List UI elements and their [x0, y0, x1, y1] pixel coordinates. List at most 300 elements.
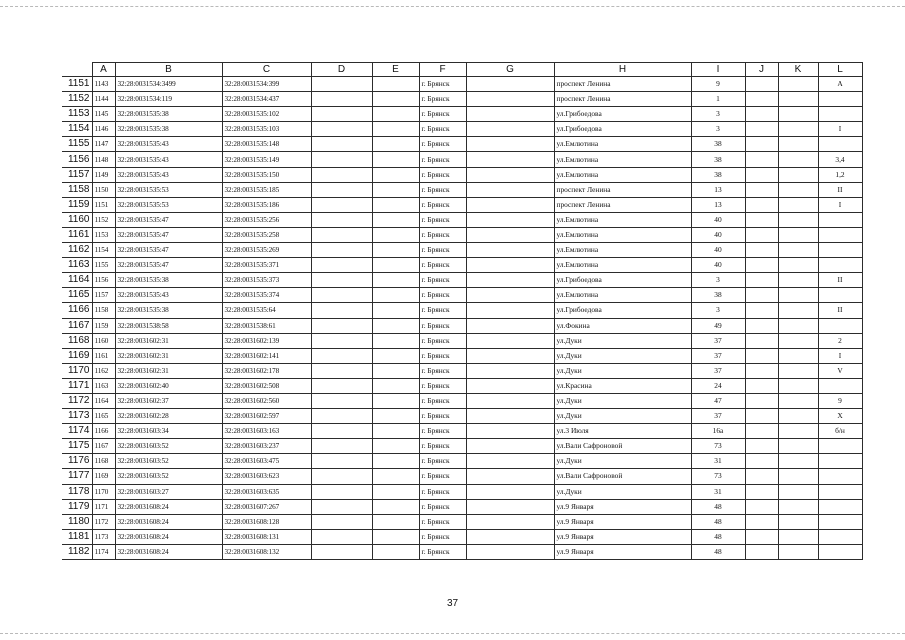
cell-h[interactable]: ул.Вали Сафроновой — [554, 469, 691, 484]
cell-l[interactable] — [818, 227, 862, 242]
cell-h[interactable]: ул.Дуки — [554, 348, 691, 363]
cell-d[interactable] — [311, 167, 372, 182]
row-number[interactable]: 1173 — [62, 409, 92, 424]
row-number[interactable]: 1170 — [62, 363, 92, 378]
cell-g[interactable] — [466, 544, 554, 559]
cell-c[interactable]: 32:28:0031608:131 — [222, 529, 311, 544]
cell-l[interactable]: II — [818, 303, 862, 318]
cell-k[interactable] — [778, 182, 818, 197]
cell-g[interactable] — [466, 137, 554, 152]
cell-k[interactable] — [778, 424, 818, 439]
cell-a[interactable]: 1166 — [92, 424, 115, 439]
cell-l[interactable]: 2 — [818, 333, 862, 348]
cell-b[interactable]: 32:28:0031534:3499 — [115, 77, 222, 92]
cell-e[interactable] — [372, 122, 419, 137]
cell-g[interactable] — [466, 288, 554, 303]
cell-e[interactable] — [372, 227, 419, 242]
cell-e[interactable] — [372, 529, 419, 544]
cell-g[interactable] — [466, 92, 554, 107]
cell-b[interactable]: 32:28:0031608:24 — [115, 514, 222, 529]
cell-a[interactable]: 1154 — [92, 243, 115, 258]
cell-e[interactable] — [372, 167, 419, 182]
cell-c[interactable]: 32:28:0031602:508 — [222, 378, 311, 393]
cell-d[interactable] — [311, 333, 372, 348]
cell-j[interactable] — [745, 107, 778, 122]
cell-h[interactable]: ул.3 Июля — [554, 424, 691, 439]
cell-b[interactable]: 32:28:0031603:34 — [115, 424, 222, 439]
cell-a[interactable]: 1174 — [92, 544, 115, 559]
cell-h[interactable]: ул.Дуки — [554, 333, 691, 348]
cell-a[interactable]: 1173 — [92, 529, 115, 544]
cell-a[interactable]: 1164 — [92, 393, 115, 408]
cell-e[interactable] — [372, 469, 419, 484]
cell-k[interactable] — [778, 514, 818, 529]
row-number[interactable]: 1153 — [62, 107, 92, 122]
cell-g[interactable] — [466, 197, 554, 212]
cell-f[interactable]: г. Брянск — [419, 378, 466, 393]
cell-c[interactable]: 32:28:0031534:437 — [222, 92, 311, 107]
cell-i[interactable]: 40 — [691, 227, 745, 242]
cell-k[interactable] — [778, 378, 818, 393]
cell-k[interactable] — [778, 227, 818, 242]
cell-f[interactable]: г. Брянск — [419, 348, 466, 363]
cell-d[interactable] — [311, 378, 372, 393]
cell-b[interactable]: 32:28:0031535:47 — [115, 258, 222, 273]
cell-g[interactable] — [466, 273, 554, 288]
cell-e[interactable] — [372, 212, 419, 227]
cell-i[interactable]: 48 — [691, 529, 745, 544]
cell-a[interactable]: 1165 — [92, 409, 115, 424]
cell-h[interactable]: ул.9 Января — [554, 529, 691, 544]
cell-d[interactable] — [311, 77, 372, 92]
cell-k[interactable] — [778, 197, 818, 212]
cell-j[interactable] — [745, 273, 778, 288]
cell-c[interactable]: 32:28:0031535:102 — [222, 107, 311, 122]
row-number[interactable]: 1172 — [62, 393, 92, 408]
cell-l[interactable] — [818, 243, 862, 258]
cell-a[interactable]: 1156 — [92, 273, 115, 288]
cell-g[interactable] — [466, 529, 554, 544]
cell-k[interactable] — [778, 122, 818, 137]
row-number[interactable]: 1151 — [62, 77, 92, 92]
cell-h[interactable]: ул.9 Января — [554, 514, 691, 529]
cell-g[interactable] — [466, 303, 554, 318]
cell-a[interactable]: 1148 — [92, 152, 115, 167]
cell-i[interactable]: 3 — [691, 303, 745, 318]
cell-f[interactable]: г. Брянск — [419, 424, 466, 439]
cell-b[interactable]: 32:28:0031535:38 — [115, 107, 222, 122]
cell-i[interactable]: 31 — [691, 484, 745, 499]
cell-j[interactable] — [745, 514, 778, 529]
cell-h[interactable]: ул.Дуки — [554, 484, 691, 499]
cell-b[interactable]: 32:28:0031535:43 — [115, 167, 222, 182]
cell-l[interactable]: I — [818, 348, 862, 363]
cell-k[interactable] — [778, 212, 818, 227]
cell-g[interactable] — [466, 152, 554, 167]
cell-c[interactable]: 32:28:0031535:103 — [222, 122, 311, 137]
cell-b[interactable]: 32:28:0031535:47 — [115, 243, 222, 258]
cell-b[interactable]: 32:28:0031602:28 — [115, 409, 222, 424]
cell-f[interactable]: г. Брянск — [419, 439, 466, 454]
row-number[interactable]: 1166 — [62, 303, 92, 318]
cell-k[interactable] — [778, 92, 818, 107]
cell-k[interactable] — [778, 107, 818, 122]
cell-d[interactable] — [311, 288, 372, 303]
cell-l[interactable] — [818, 137, 862, 152]
cell-j[interactable] — [745, 227, 778, 242]
cell-j[interactable] — [745, 167, 778, 182]
cell-c[interactable]: 32:28:0031535:150 — [222, 167, 311, 182]
cell-b[interactable]: 32:28:0031602:40 — [115, 378, 222, 393]
cell-l[interactable]: II — [818, 273, 862, 288]
row-number[interactable]: 1164 — [62, 273, 92, 288]
cell-k[interactable] — [778, 333, 818, 348]
row-number[interactable]: 1156 — [62, 152, 92, 167]
cell-k[interactable] — [778, 318, 818, 333]
cell-l[interactable] — [818, 484, 862, 499]
cell-i[interactable]: 37 — [691, 348, 745, 363]
cell-h[interactable]: ул.9 Января — [554, 499, 691, 514]
cell-k[interactable] — [778, 348, 818, 363]
row-number[interactable]: 1152 — [62, 92, 92, 107]
cell-h[interactable]: ул.Вали Сафроновой — [554, 439, 691, 454]
cell-j[interactable] — [745, 288, 778, 303]
cell-i[interactable]: 38 — [691, 152, 745, 167]
cell-f[interactable]: г. Брянск — [419, 514, 466, 529]
cell-j[interactable] — [745, 499, 778, 514]
cell-l[interactable] — [818, 469, 862, 484]
cell-h[interactable]: ул.Емлютина — [554, 167, 691, 182]
row-number[interactable]: 1163 — [62, 258, 92, 273]
cell-c[interactable]: 32:28:0031602:141 — [222, 348, 311, 363]
cell-i[interactable]: 3 — [691, 273, 745, 288]
cell-d[interactable] — [311, 439, 372, 454]
cell-j[interactable] — [745, 182, 778, 197]
row-number[interactable]: 1159 — [62, 197, 92, 212]
cell-g[interactable] — [466, 227, 554, 242]
cell-b[interactable]: 32:28:0031603:27 — [115, 484, 222, 499]
cell-j[interactable] — [745, 122, 778, 137]
cell-g[interactable] — [466, 439, 554, 454]
cell-a[interactable]: 1169 — [92, 469, 115, 484]
cell-j[interactable] — [745, 152, 778, 167]
cell-i[interactable]: 37 — [691, 333, 745, 348]
cell-d[interactable] — [311, 137, 372, 152]
cell-h[interactable]: ул.Емлютина — [554, 243, 691, 258]
cell-k[interactable] — [778, 454, 818, 469]
cell-d[interactable] — [311, 273, 372, 288]
cell-g[interactable] — [466, 499, 554, 514]
cell-h[interactable]: ул.Емлютина — [554, 227, 691, 242]
cell-g[interactable] — [466, 348, 554, 363]
cell-j[interactable] — [745, 348, 778, 363]
cell-h[interactable]: ул.Фокина — [554, 318, 691, 333]
cell-l[interactable]: 1,2 — [818, 167, 862, 182]
cell-d[interactable] — [311, 152, 372, 167]
cell-c[interactable]: 32:28:0031535:186 — [222, 197, 311, 212]
cell-f[interactable]: г. Брянск — [419, 544, 466, 559]
cell-j[interactable] — [745, 393, 778, 408]
cell-c[interactable]: 32:28:0031608:132 — [222, 544, 311, 559]
cell-l[interactable] — [818, 212, 862, 227]
cell-i[interactable]: 9 — [691, 77, 745, 92]
cell-c[interactable]: 32:28:0031535:148 — [222, 137, 311, 152]
row-number[interactable]: 1178 — [62, 484, 92, 499]
cell-b[interactable]: 32:28:0031602:31 — [115, 333, 222, 348]
cell-l[interactable] — [818, 378, 862, 393]
cell-f[interactable]: г. Брянск — [419, 77, 466, 92]
cell-i[interactable]: 40 — [691, 258, 745, 273]
cell-b[interactable]: 32:28:0031534:119 — [115, 92, 222, 107]
cell-i[interactable]: 48 — [691, 514, 745, 529]
cell-e[interactable] — [372, 454, 419, 469]
cell-h[interactable]: проспект Ленина — [554, 197, 691, 212]
cell-f[interactable]: г. Брянск — [419, 197, 466, 212]
cell-d[interactable] — [311, 424, 372, 439]
cell-c[interactable]: 32:28:0031602:560 — [222, 393, 311, 408]
cell-k[interactable] — [778, 273, 818, 288]
cell-i[interactable]: 49 — [691, 318, 745, 333]
cell-d[interactable] — [311, 469, 372, 484]
cell-l[interactable] — [818, 514, 862, 529]
cell-c[interactable]: 32:28:0031535:185 — [222, 182, 311, 197]
cell-e[interactable] — [372, 409, 419, 424]
cell-a[interactable]: 1153 — [92, 227, 115, 242]
cell-j[interactable] — [745, 137, 778, 152]
cell-c[interactable]: 32:28:0031603:635 — [222, 484, 311, 499]
row-number[interactable]: 1171 — [62, 378, 92, 393]
cell-f[interactable]: г. Брянск — [419, 409, 466, 424]
cell-l[interactable] — [818, 288, 862, 303]
row-number[interactable]: 1182 — [62, 544, 92, 559]
cell-l[interactable]: А — [818, 77, 862, 92]
cell-c[interactable]: 32:28:0031603:623 — [222, 469, 311, 484]
cell-c[interactable]: 32:28:0031534:399 — [222, 77, 311, 92]
row-number[interactable]: 1176 — [62, 454, 92, 469]
cell-d[interactable] — [311, 499, 372, 514]
cell-f[interactable]: г. Брянск — [419, 454, 466, 469]
cell-i[interactable]: 38 — [691, 167, 745, 182]
cell-k[interactable] — [778, 77, 818, 92]
cell-d[interactable] — [311, 227, 372, 242]
cell-l[interactable] — [818, 439, 862, 454]
row-number[interactable]: 1160 — [62, 212, 92, 227]
cell-g[interactable] — [466, 318, 554, 333]
cell-g[interactable] — [466, 454, 554, 469]
cell-k[interactable] — [778, 499, 818, 514]
cell-f[interactable]: г. Брянск — [419, 212, 466, 227]
cell-d[interactable] — [311, 92, 372, 107]
cell-c[interactable]: 32:28:0031535:64 — [222, 303, 311, 318]
cell-b[interactable]: 32:28:0031608:24 — [115, 544, 222, 559]
row-number[interactable]: 1169 — [62, 348, 92, 363]
cell-j[interactable] — [745, 544, 778, 559]
row-number[interactable]: 1175 — [62, 439, 92, 454]
cell-a[interactable]: 1150 — [92, 182, 115, 197]
cell-i[interactable]: 40 — [691, 243, 745, 258]
row-number[interactable]: 1174 — [62, 424, 92, 439]
cell-h[interactable]: проспект Ленина — [554, 77, 691, 92]
cell-l[interactable] — [818, 454, 862, 469]
cell-f[interactable]: г. Брянск — [419, 167, 466, 182]
cell-c[interactable]: 32:28:0031535:256 — [222, 212, 311, 227]
cell-b[interactable]: 32:28:0031535:43 — [115, 152, 222, 167]
cell-c[interactable]: 32:28:0031602:597 — [222, 409, 311, 424]
cell-a[interactable]: 1167 — [92, 439, 115, 454]
cell-a[interactable]: 1151 — [92, 197, 115, 212]
cell-c[interactable]: 32:28:0031603:237 — [222, 439, 311, 454]
cell-j[interactable] — [745, 363, 778, 378]
cell-c[interactable]: 32:28:0031603:475 — [222, 454, 311, 469]
cell-a[interactable]: 1152 — [92, 212, 115, 227]
cell-c[interactable]: 32:28:0031602:139 — [222, 333, 311, 348]
row-number[interactable]: 1162 — [62, 243, 92, 258]
cell-e[interactable] — [372, 393, 419, 408]
cell-h[interactable]: ул.Грибоедова — [554, 122, 691, 137]
cell-f[interactable]: г. Брянск — [419, 92, 466, 107]
cell-a[interactable]: 1170 — [92, 484, 115, 499]
cell-i[interactable]: 31 — [691, 454, 745, 469]
cell-a[interactable]: 1161 — [92, 348, 115, 363]
cell-i[interactable]: 1 — [691, 92, 745, 107]
cell-f[interactable]: г. Брянск — [419, 363, 466, 378]
cell-d[interactable] — [311, 393, 372, 408]
cell-a[interactable]: 1159 — [92, 318, 115, 333]
cell-h[interactable]: ул.Дуки — [554, 409, 691, 424]
cell-b[interactable]: 32:28:0031603:52 — [115, 454, 222, 469]
cell-j[interactable] — [745, 303, 778, 318]
cell-g[interactable] — [466, 409, 554, 424]
cell-e[interactable] — [372, 348, 419, 363]
cell-e[interactable] — [372, 514, 419, 529]
cell-l[interactable] — [818, 107, 862, 122]
cell-b[interactable]: 32:28:0031535:38 — [115, 122, 222, 137]
cell-k[interactable] — [778, 529, 818, 544]
cell-e[interactable] — [372, 243, 419, 258]
cell-f[interactable]: г. Брянск — [419, 258, 466, 273]
cell-f[interactable]: г. Брянск — [419, 499, 466, 514]
cell-f[interactable]: г. Брянск — [419, 107, 466, 122]
cell-a[interactable]: 1143 — [92, 77, 115, 92]
cell-l[interactable]: б/н — [818, 424, 862, 439]
cell-g[interactable] — [466, 107, 554, 122]
row-number[interactable]: 1180 — [62, 514, 92, 529]
cell-f[interactable]: г. Брянск — [419, 484, 466, 499]
cell-k[interactable] — [778, 137, 818, 152]
cell-e[interactable] — [372, 424, 419, 439]
cell-i[interactable]: 73 — [691, 469, 745, 484]
cell-f[interactable]: г. Брянск — [419, 122, 466, 137]
cell-k[interactable] — [778, 243, 818, 258]
cell-k[interactable] — [778, 363, 818, 378]
cell-g[interactable] — [466, 333, 554, 348]
cell-i[interactable]: 47 — [691, 393, 745, 408]
cell-a[interactable]: 1160 — [92, 333, 115, 348]
cell-j[interactable] — [745, 243, 778, 258]
cell-e[interactable] — [372, 92, 419, 107]
cell-k[interactable] — [778, 469, 818, 484]
cell-i[interactable]: 37 — [691, 409, 745, 424]
cell-l[interactable]: 3,4 — [818, 152, 862, 167]
cell-j[interactable] — [745, 529, 778, 544]
row-number[interactable]: 1157 — [62, 167, 92, 182]
cell-f[interactable]: г. Брянск — [419, 273, 466, 288]
cell-h[interactable]: проспект Ленина — [554, 182, 691, 197]
cell-a[interactable]: 1157 — [92, 288, 115, 303]
cell-i[interactable]: 13 — [691, 182, 745, 197]
row-number[interactable]: 1168 — [62, 333, 92, 348]
cell-a[interactable]: 1172 — [92, 514, 115, 529]
cell-c[interactable]: 32:28:0031603:163 — [222, 424, 311, 439]
cell-g[interactable] — [466, 363, 554, 378]
cell-k[interactable] — [778, 258, 818, 273]
cell-f[interactable]: г. Брянск — [419, 469, 466, 484]
row-number[interactable]: 1181 — [62, 529, 92, 544]
cell-d[interactable] — [311, 544, 372, 559]
cell-b[interactable]: 32:28:0031608:24 — [115, 529, 222, 544]
row-number[interactable]: 1167 — [62, 318, 92, 333]
cell-j[interactable] — [745, 439, 778, 454]
cell-l[interactable] — [818, 92, 862, 107]
cell-e[interactable] — [372, 288, 419, 303]
cell-e[interactable] — [372, 137, 419, 152]
cell-i[interactable]: 73 — [691, 439, 745, 454]
cell-d[interactable] — [311, 514, 372, 529]
cell-c[interactable]: 32:28:0031535:374 — [222, 288, 311, 303]
cell-d[interactable] — [311, 182, 372, 197]
cell-g[interactable] — [466, 378, 554, 393]
cell-h[interactable]: ул.Емлютина — [554, 137, 691, 152]
cell-j[interactable] — [745, 212, 778, 227]
cell-e[interactable] — [372, 363, 419, 378]
cell-b[interactable]: 32:28:0031602:31 — [115, 348, 222, 363]
cell-h[interactable]: ул.Емлютина — [554, 288, 691, 303]
cell-f[interactable]: г. Брянск — [419, 137, 466, 152]
cell-k[interactable] — [778, 409, 818, 424]
cell-e[interactable] — [372, 152, 419, 167]
cell-j[interactable] — [745, 409, 778, 424]
cell-g[interactable] — [466, 469, 554, 484]
cell-g[interactable] — [466, 484, 554, 499]
cell-a[interactable]: 1162 — [92, 363, 115, 378]
cell-f[interactable]: г. Брянск — [419, 303, 466, 318]
cell-l[interactable] — [818, 499, 862, 514]
cell-b[interactable]: 32:28:0031603:52 — [115, 469, 222, 484]
cell-l[interactable]: X — [818, 409, 862, 424]
cell-k[interactable] — [778, 393, 818, 408]
cell-d[interactable] — [311, 243, 372, 258]
cell-b[interactable]: 32:28:0031535:53 — [115, 182, 222, 197]
cell-i[interactable]: 48 — [691, 499, 745, 514]
cell-d[interactable] — [311, 409, 372, 424]
cell-e[interactable] — [372, 182, 419, 197]
cell-h[interactable]: ул.Дуки — [554, 393, 691, 408]
cell-b[interactable]: 32:28:0031538:58 — [115, 318, 222, 333]
cell-e[interactable] — [372, 439, 419, 454]
cell-i[interactable]: 48 — [691, 544, 745, 559]
cell-i[interactable]: 13 — [691, 197, 745, 212]
cell-f[interactable]: г. Брянск — [419, 393, 466, 408]
cell-j[interactable] — [745, 258, 778, 273]
cell-b[interactable]: 32:28:0031602:37 — [115, 393, 222, 408]
cell-h[interactable]: ул.Грибоедова — [554, 107, 691, 122]
cell-a[interactable]: 1147 — [92, 137, 115, 152]
cell-b[interactable]: 32:28:0031535:53 — [115, 197, 222, 212]
cell-e[interactable] — [372, 333, 419, 348]
cell-d[interactable] — [311, 318, 372, 333]
cell-f[interactable]: г. Брянск — [419, 243, 466, 258]
cell-f[interactable]: г. Брянск — [419, 182, 466, 197]
